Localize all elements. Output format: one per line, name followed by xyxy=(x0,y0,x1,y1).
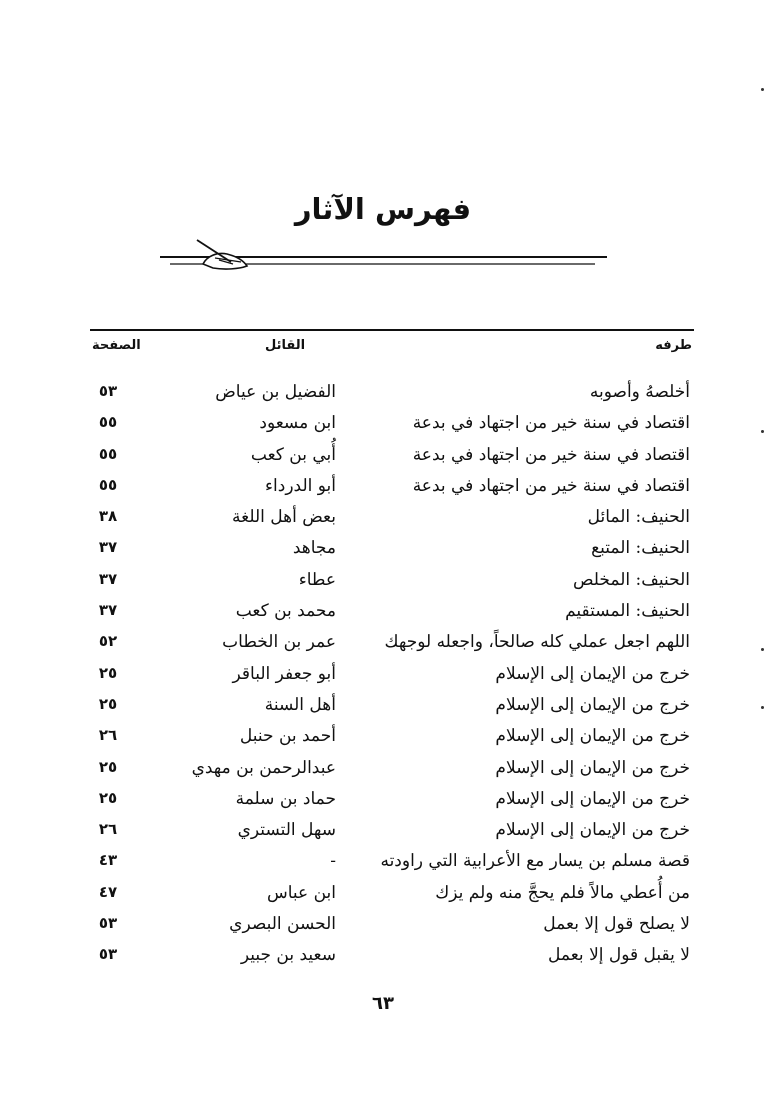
entry-page: ٥٣ xyxy=(98,945,118,964)
entry-speaker: أحمد بن حنبل xyxy=(239,726,336,747)
index-entry xyxy=(0,816,766,847)
index-entry xyxy=(0,660,766,691)
column-header-speaker: القائل xyxy=(265,338,306,353)
entry-phrase: أخلصهُ وأصوبه xyxy=(589,382,690,402)
entry-speaker: ابن عباس xyxy=(266,882,336,903)
header-rule xyxy=(90,329,694,331)
entry-page: ٣٨ xyxy=(98,507,118,526)
index-entry xyxy=(0,597,766,628)
index-entry xyxy=(0,472,766,503)
entry-phrase: لا يقبل قول إلا بعمل xyxy=(548,945,690,966)
index-entry xyxy=(0,441,766,472)
index-entry xyxy=(0,378,766,409)
entry-page: ٥٥ xyxy=(98,475,118,494)
entry-page: ٤٣ xyxy=(98,851,118,870)
entry-phrase: الحنيف: المستقيم xyxy=(565,601,690,622)
index-entry xyxy=(0,879,766,910)
entry-phrase: اللهم اجعل عملي كله صالحاً، واجعله لوجهك xyxy=(384,632,690,653)
index-entry xyxy=(0,722,766,753)
entry-speaker: عطاء xyxy=(298,569,336,590)
index-entry xyxy=(0,628,766,659)
index-entry xyxy=(0,847,766,878)
entry-speaker: عبدالرحمن بن مهدي xyxy=(191,757,336,778)
entry-speaker: الحسن البصري xyxy=(229,914,336,935)
entry-speaker: عمر بن الخطاب xyxy=(222,632,336,653)
entry-speaker: أُبي بن كعب xyxy=(250,444,336,465)
index-entry xyxy=(0,691,766,722)
entry-phrase: من أُعطي مالاً فلم يحجَّ منه ولم يزك xyxy=(435,882,690,903)
entry-speaker: حماد بن سلمة xyxy=(235,788,336,809)
entry-phrase: اقتصاد في سنة خير من اجتهاد في بدعة xyxy=(412,413,690,434)
entry-phrase: خرج من الإيمان إلى الإسلام xyxy=(495,663,690,684)
entry-phrase: خرج من الإيمان إلى الإسلام xyxy=(495,694,690,715)
entry-speaker: مجاهد xyxy=(292,538,336,559)
entry-page: ٢٦ xyxy=(98,820,118,839)
index-entry xyxy=(0,503,766,534)
entry-page: ٢٥ xyxy=(98,663,118,682)
entry-phrase: الحنيف: المتبع xyxy=(591,538,690,559)
entry-phrase: لا يصلح قول إلا بعمل xyxy=(543,914,690,935)
entry-speaker: أبو الدرداء xyxy=(265,475,336,496)
pen-ornament-icon xyxy=(155,236,615,276)
entry-page: ٥٢ xyxy=(98,632,118,651)
entry-speaker: سعيد بن جبير xyxy=(240,945,336,966)
entry-phrase: خرج من الإيمان إلى الإسلام xyxy=(495,820,690,841)
entry-speaker: سهل التستري xyxy=(237,820,336,841)
column-header-page: الصفحة xyxy=(92,338,141,353)
index-entry xyxy=(0,409,766,440)
entry-page: ٢٥ xyxy=(98,694,118,713)
entry-page: ٢٦ xyxy=(98,726,118,745)
entry-page: ٣٧ xyxy=(98,538,118,557)
index-entry xyxy=(0,941,766,972)
scan-mark xyxy=(761,648,764,651)
index-entries xyxy=(0,378,766,973)
entry-page: ٤٧ xyxy=(98,882,118,901)
index-entry xyxy=(0,754,766,785)
entry-speaker: - xyxy=(330,851,336,872)
entry-phrase: خرج من الإيمان إلى الإسلام xyxy=(495,757,690,778)
index-entry xyxy=(0,534,766,565)
scan-mark xyxy=(761,88,764,91)
entry-speaker: الفضيل بن عياض xyxy=(215,382,336,402)
entry-page: ٥٥ xyxy=(98,444,118,463)
index-entry xyxy=(0,785,766,816)
index-entry xyxy=(0,910,766,941)
entry-phrase: اقتصاد في سنة خير من اجتهاد في بدعة xyxy=(412,444,690,465)
entry-page: ٣٧ xyxy=(98,569,118,588)
page-number: ٦٣ xyxy=(372,993,394,1014)
page-title: فهرس الآثار xyxy=(294,192,472,226)
entry-page: ٥٥ xyxy=(98,413,118,432)
entry-page: ٥٣ xyxy=(98,382,118,400)
entry-speaker: محمد بن كعب xyxy=(235,601,336,622)
scan-mark xyxy=(761,706,764,709)
entry-phrase: اقتصاد في سنة خير من اجتهاد في بدعة xyxy=(412,475,690,496)
entry-page: ٥٣ xyxy=(98,914,118,933)
entry-speaker: أهل السنة xyxy=(264,694,336,715)
entry-speaker: ابن مسعود xyxy=(259,413,336,434)
entry-phrase: الحنيف: المائل xyxy=(587,507,690,528)
entry-phrase: قصة مسلم بن يسار مع الأعرابية التي راودته xyxy=(380,851,690,872)
index-entry xyxy=(0,566,766,597)
entry-page: ٣٧ xyxy=(98,601,118,620)
entry-phrase: الحنيف: المخلص xyxy=(572,569,690,590)
entry-page: ٢٥ xyxy=(98,788,118,807)
entry-page: ٢٥ xyxy=(98,757,118,776)
column-header-phrase: طرفه xyxy=(655,338,692,353)
entry-phrase: خرج من الإيمان إلى الإسلام xyxy=(495,788,690,809)
entry-speaker: أبو جعفر الباقر xyxy=(232,663,336,684)
scan-mark xyxy=(761,430,764,433)
entry-speaker: بعض أهل اللغة xyxy=(232,507,336,528)
entry-phrase: خرج من الإيمان إلى الإسلام xyxy=(495,726,690,747)
